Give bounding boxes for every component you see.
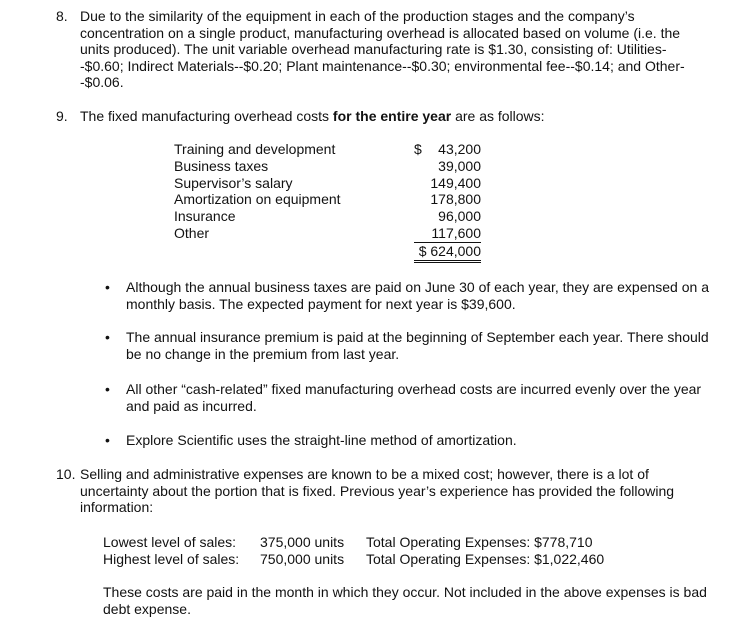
bullet-icon: • — [105, 381, 110, 397]
item-9-intro — [80, 108, 710, 125]
cost-row — [174, 225, 481, 242]
sales-levels-table — [103, 534, 604, 568]
item-10-number: 10. — [56, 466, 76, 482]
cost-amount: 96,000 — [438, 208, 481, 225]
sales-level-expenses: Total Operating Expenses: $778,710 — [366, 534, 593, 550]
item-10-footer-text: These costs are paid in the month in which they occur. Not included in the above expenses is bad debt expense. — [103, 584, 707, 617]
sales-level-label: Highest level of sales: — [103, 551, 240, 567]
bullet-text: The annual insurance premium is paid at the beginning of September each year. There should be no change in the premium from last year. — [126, 329, 709, 362]
cost-amount: 117,600 — [414, 225, 481, 242]
sales-level-units: 375,000 units — [260, 534, 345, 550]
cost-label: Amortization on equipment — [174, 191, 341, 208]
sales-level-row — [103, 551, 604, 568]
bullet-item — [105, 279, 716, 312]
cost-label: Supervisor’s salary — [174, 174, 293, 191]
bullet-item — [105, 432, 716, 449]
bullet-item — [105, 329, 716, 362]
item-9-number: 9. — [56, 108, 68, 124]
cost-row — [174, 208, 481, 225]
sales-level-row — [103, 534, 604, 551]
cost-row — [174, 175, 481, 192]
item-9 — [56, 108, 710, 125]
sales-level-label: Lowest level of sales: — [103, 534, 237, 550]
cost-row — [174, 191, 481, 208]
cost-amount: 149,400 — [430, 174, 481, 191]
item-10 — [56, 466, 702, 516]
item-9-intro-before: The fixed manufacturing overhead costs — [80, 108, 333, 124]
bullet-icon: • — [105, 432, 110, 448]
item-9-intro-bold: for the entire year — [332, 108, 452, 124]
cost-row — [174, 158, 481, 175]
cost-label: Business taxes — [174, 157, 269, 174]
bullet-text: All other “cash-related” fixed manufacturing overhead costs are incurred evenly over the year and paid as incurred. — [126, 381, 702, 414]
item-9-intro-after: are as follows: — [451, 108, 545, 124]
cost-amount — [414, 141, 481, 158]
bullet-icon: • — [105, 329, 110, 345]
total-row — [174, 242, 481, 261]
item-10-footer — [103, 584, 707, 617]
item-10-text: Selling and administrative expenses are known to be a mixed cost; however, there is a lot of uncertainty about the portion that is fixed. Previous year’s experience has provided the following information: — [80, 466, 675, 516]
sales-level-units: 750,000 units — [260, 551, 345, 567]
cost-amount: 178,800 — [430, 191, 481, 208]
bullet-text: Although the annual business taxes are paid on June 30 of each year, they are expensed on a monthly basis. The expected payment for next year is $39,600. — [126, 279, 709, 312]
cost-value: 43,200 — [438, 141, 481, 157]
bullet-item — [105, 381, 716, 414]
item-8 — [56, 8, 710, 91]
sales-level-expenses: Total Operating Expenses: $1,022,460 — [366, 551, 605, 567]
cost-label: Insurance — [174, 208, 236, 225]
total-amount: $ 624,000 — [414, 242, 481, 261]
bullet-icon: • — [105, 279, 110, 295]
cost-label: Training and development — [174, 141, 336, 157]
fixed-overhead-table — [174, 141, 481, 263]
cost-row — [174, 141, 481, 158]
bullet-text: Explore Scientific uses the straight-line method of amortization. — [126, 432, 517, 448]
item-8-text: Due to the similarity of the equipment in each of the production stages and the company’s concentration on a single product, manufacturing overhead is allocated based on volume (i.e. the units produced). The unit variable overhead manufacturing rate is $1.30, consisting of: Utilities--$0.60; Indirect Materials--$0.20; Plant maintenance--$0.30; environmental fee--$0.14; and Other--$0.06. — [80, 8, 685, 91]
cost-amount: 39,000 — [438, 157, 481, 174]
dollar-sign: $ — [414, 141, 422, 157]
cost-label: Other — [174, 225, 210, 242]
item-8-number: 8. — [56, 8, 68, 24]
